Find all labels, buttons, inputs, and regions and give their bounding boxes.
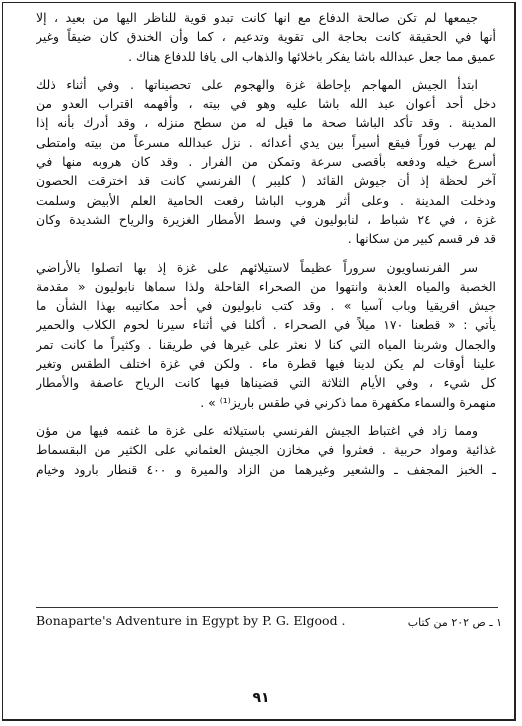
text-line: لم يهرب فوراً فيقع أسيراً بين يدي أعدائه . نزل عبدالله مسرعاً من بيته وامتطى <box>36 134 496 150</box>
paragraph-1 <box>36 8 496 66</box>
footnote-english: Bonaparte's Adventure in Egypt by P. G. Elgood . <box>36 613 346 628</box>
page-body <box>36 8 496 479</box>
paragraph-2 <box>36 75 496 249</box>
text-line: سر الفرنساويون سروراً عظيماً لاستيلائهم على غزة إذ بها اتصلوا بالأراضي <box>36 259 478 275</box>
text-line: ودخلت المدينة . وعلى أثر هروب الباشا رفعت الحامية العلم الأبيض وسلمت <box>36 192 496 208</box>
paragraph-4 <box>36 421 496 479</box>
text-line: الخصبة والمياه العذبة وانتهوا من الصحراء القاحلة ولذا سماها نابوليون « مقدمة <box>36 278 496 294</box>
text-line: قد فر قسم كبير من سكانها . <box>347 231 496 247</box>
text-line: غزة ، في ٢٤ شباط ، لنابوليون في وسط الأمطار الغزيرة والرياح الشديدة وكان <box>36 211 496 227</box>
footnote-divider <box>36 607 498 608</box>
text-line: والجمال وشربنا المياه التي كنا لا نعثر على غيرها في طريقنا . وكثيراً ما كانت تمر <box>36 336 496 352</box>
text-line: علينا أوقات لم يكن لدينا فيها قطرة ماء . ولكن في غزة اختلف الطقس وتغير <box>36 356 496 372</box>
text-line: يأتي : « قطعنا ١٧٠ ميلاً في الصحراء . أكلنا في أثناء سيرنا لحوم الكلاب والحمير <box>36 317 496 333</box>
text-line: منهمرة والسماء مكفهرة مما ذكرني في طقس باريز⁽¹⁾ » . <box>200 394 496 410</box>
text-line: أسرع خيله ودفعه بأقصى سرعة وتمكن من الفرار . وقد كان هروبه منها في <box>36 154 496 170</box>
text-line: جيمعها لم تكن صالحة الدفاع مع انها كانت تبدو قوية للناظر اليها من بعيد ، إلا <box>36 10 478 25</box>
text-line: ـ الخبز المجفف ـ والشعير وغيرهما من الزاد والميرة و ٤٠٠ قنطار بارود وخيام <box>36 461 496 477</box>
footnote-arabic: ١ ـ ص ٢٠٢ من كتاب <box>407 616 502 629</box>
text-line: غذائية ومواد حربية . فعثروا في مخازن الجيش العثماني على الكثير من البقسماط <box>36 442 496 458</box>
text-line: المدينة . وقد تأكد الباشا صحة ما قيل له من سطح منزله ، وقد أدرك بأنه إذا <box>36 115 496 131</box>
text-line: عميق مما جعل عبدالله باشا يفكر باخلائها والذهاب الى يافا للدفاع هناك . <box>128 48 496 64</box>
text-line: آخر لحظة إذ أن جيوش القائد ( كليبر ) الفرنسي كانت قد اخترقت الحصون <box>36 173 496 189</box>
page-number: ٩١ <box>252 690 270 706</box>
text-line: ابتدأ الجيش المهاجم بإحاطة غزة والهجوم على تحصيناتها . وفي أثناء ذلك <box>36 76 478 92</box>
text-line: دخل أحد أعوان عبد الله باشا عليه وهو في بيته ، وأفهمه اقتراب العدو من <box>36 96 496 112</box>
text-line: ومما زاد في اغتباط الجيش الفرنسي باستيلائه على غزة ما غنمه فيها من مؤن <box>36 422 478 438</box>
text-line: جيش افريقيا وباب آسيا » . وقد كتب نابوليون في أحد مكاتيبه بهذا الشأن ما <box>36 298 496 314</box>
text-line: أنها في الحقيقة كانت بحاجة الى تقوية وتدعيم ، كما وأن الخندق كان ضيقاً وغير <box>36 29 496 45</box>
text-line: كل شيء ، وفي الأيام الثلاثة التي قضيناها فيها كانت الرياح عاصفة والأمطار <box>36 375 496 391</box>
paragraph-3 <box>36 258 496 412</box>
